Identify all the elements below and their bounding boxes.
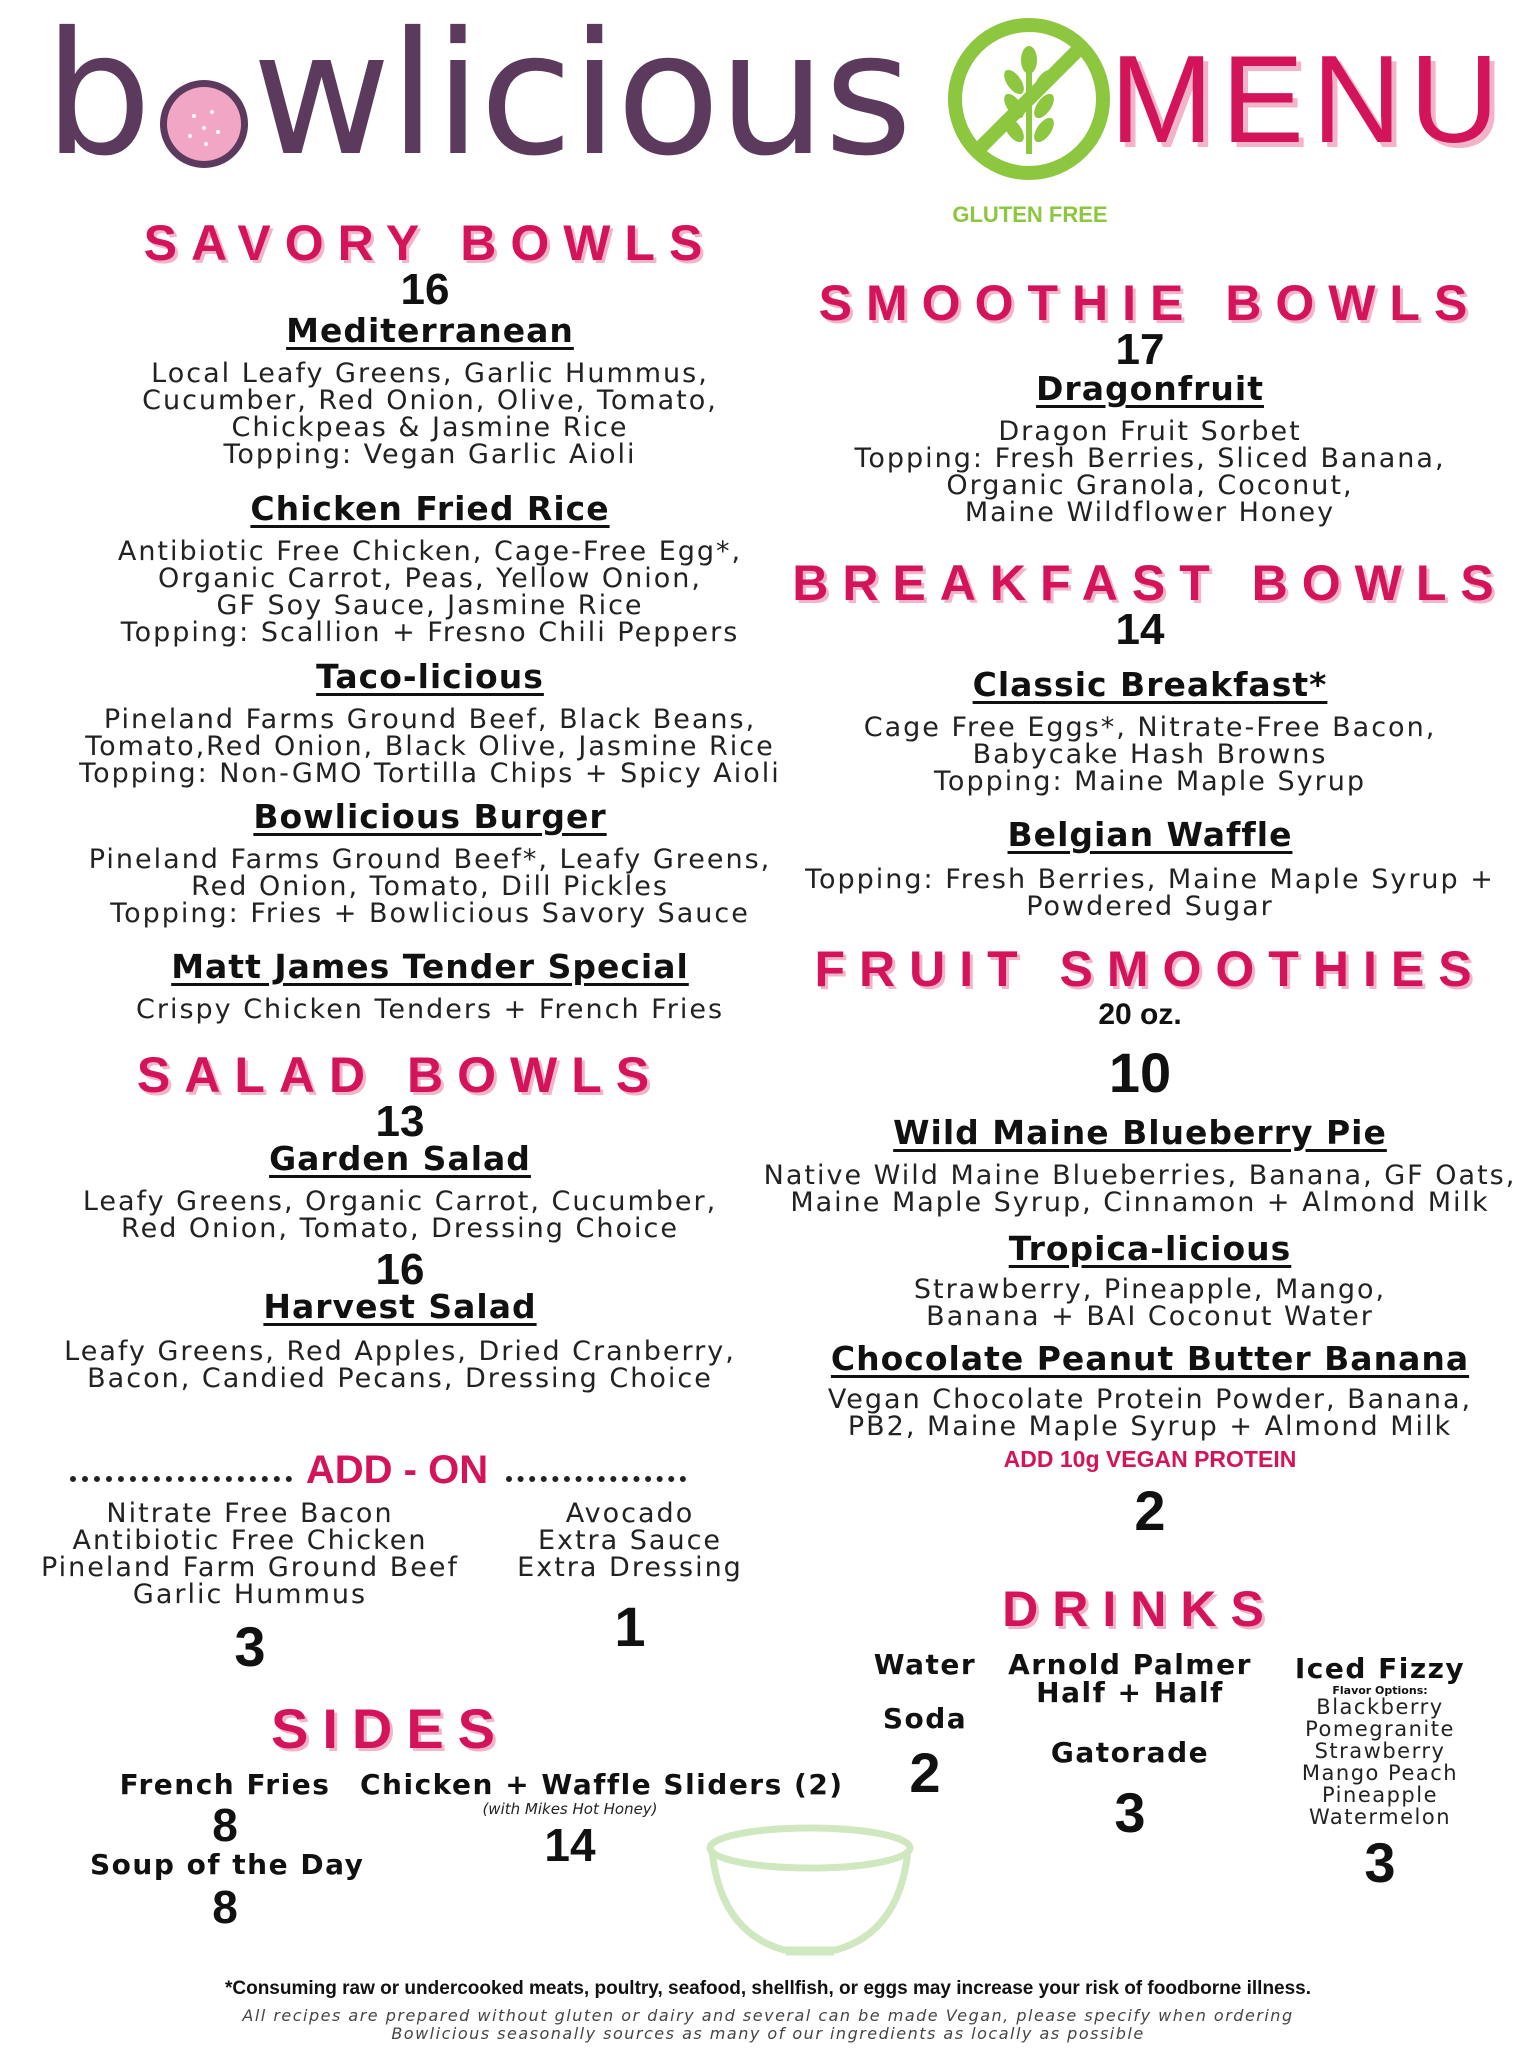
menu-title: MENU	[1110, 31, 1508, 169]
drinks-title: DRINKS	[1002, 1581, 1278, 1637]
side-soup-price: 8	[212, 1881, 238, 1933]
drink-iced-fizzy: Iced Fizzy	[1294, 1652, 1466, 1685]
sides-title: SIDES	[270, 1697, 510, 1760]
drink-price-a: 2	[909, 1741, 941, 1804]
flavor-options-list: Blackberry Pomegranite Strawberry Mango Peach Pineapple Watermelon	[1301, 1695, 1459, 1829]
addon-left-price: 3	[234, 1615, 266, 1678]
bowl-icon	[700, 1820, 920, 1970]
garden-salad-desc: Leafy Greens, Organic Carrot, Cucumber, Red Onion, Tomato, Dressing Choice	[82, 1186, 718, 1244]
addon-divider-left	[70, 1476, 292, 1482]
side-soup-name: Soup of the Day	[90, 1848, 365, 1881]
harvest-salad-price: 16	[375, 1245, 425, 1294]
item-bowlicious-burger-desc: Pineland Farms Ground Beef*, Leafy Greens, Red Onion, Tomato, Dill Pickles Topping: Fries + Bowlicious Savory Sauce	[88, 844, 772, 929]
drink-price-c: 3	[1364, 1831, 1396, 1894]
drink-arnold-palmer: Arnold Palmer	[1008, 1648, 1252, 1681]
item-bowlicious-burger-name: Bowlicious Burger	[253, 797, 607, 836]
footer-warning: *Consuming raw or undercooked meats, poultry, seafood, shellfish, or eggs may increase your risk of foodborne illness.	[224, 1978, 1312, 1999]
item-chicken-fried-rice-name: Chicken Fried Rice	[250, 489, 610, 528]
breakfast-price: 14	[1115, 605, 1165, 654]
gluten-free-label: GLUTEN FREE	[952, 202, 1108, 227]
brand-logo	[44, 0, 944, 194]
smoothie-bowls-price: 17	[1115, 325, 1165, 374]
footer-note-2: Bowlicious seasonally sources as many of our ingredients as locally as possible	[391, 2024, 1145, 2043]
garden-salad-name: Garden Salad	[269, 1139, 531, 1178]
breakfast-title: BREAKFAST BOWLS	[792, 555, 1508, 611]
header	[0, 0, 1536, 240]
item-choc-pb-banana-name: Chocolate Peanut Butter Banana	[830, 1339, 1470, 1378]
item-taco-licious-desc: Pineland Farms Ground Beef, Black Beans, Tomato,Red Onion, Black Olive, Jasmine Rice Topping: Non-GMO Tortilla Chips + Spicy Aioli	[79, 704, 781, 789]
drink-soda: Soda	[882, 1702, 968, 1735]
addon-left-list: Nitrate Free Bacon Antibiotic Free Chicken Pineland Farm Ground Beef Garlic Hummus	[40, 1498, 460, 1610]
harvest-salad-desc: Leafy Greens, Red Apples, Dried Cranberry, Bacon, Candied Pecans, Dressing Choice	[64, 1336, 736, 1394]
fruit-smoothies-title: FRUIT SMOOTHIES	[814, 941, 1486, 997]
item-chicken-fried-rice-desc: Antibiotic Free Chicken, Cage-Free Egg*, Organic Carrot, Peas, Yellow Onion, GF Soy Sauce, Jasmine Rice Topping: Scallion + Fresno Chili Peppers	[117, 536, 743, 648]
item-mediterranean-name: Mediterranean	[286, 311, 574, 350]
garden-salad-price: 13	[375, 1097, 425, 1146]
protein-addon-price: 2	[1134, 1479, 1166, 1542]
drink-price-b: 3	[1114, 1781, 1146, 1844]
item-blueberry-pie-name: Wild Maine Blueberry Pie	[893, 1113, 1387, 1152]
side-sliders-name: Chicken + Waffle Sliders (2)	[360, 1768, 844, 1801]
item-tropica-licious-name: Tropica-licious	[1008, 1229, 1292, 1268]
item-matt-james-name: Matt James Tender Special	[171, 947, 689, 986]
item-taco-licious-name: Taco-licious	[316, 657, 544, 696]
item-matt-james-desc: Crispy Chicken Tenders + French Fries	[135, 994, 725, 1025]
harvest-salad-name: Harvest Salad	[263, 1287, 537, 1326]
item-belgian-waffle-desc: Topping: Fresh Berries, Maine Maple Syrup + Powdered Sugar	[805, 864, 1495, 922]
protein-addon-label: ADD 10g VEGAN PROTEIN	[1003, 1446, 1297, 1472]
flavor-options-label: Flavor Options:	[1332, 1684, 1428, 1697]
addon-right-price: 1	[614, 1595, 646, 1658]
addon-right-list: Avocado Extra Sauce Extra Dressing	[517, 1498, 743, 1583]
side-sliders-note: (with Mikes Hot Honey)	[482, 1800, 658, 1818]
item-mediterranean-desc: Local Leafy Greens, Garlic Hummus, Cucumber, Red Onion, Olive, Tomato, Chickpeas & Jasmine Rice Topping: Vegan Garlic Aioli	[142, 358, 718, 470]
item-classic-breakfast-name: Classic Breakfast*	[972, 665, 1328, 704]
item-choc-pb-banana-desc: Vegan Chocolate Protein Powder, Banana, PB2, Maine Maple Syrup + Almond Milk	[827, 1384, 1473, 1442]
dragonfruit-icon	[156, 76, 252, 172]
addon-divider-right	[506, 1476, 686, 1482]
drink-water: Water	[873, 1648, 977, 1681]
drink-gatorade: Gatorade	[1050, 1736, 1210, 1769]
savory-title: SAVORY BOWLS	[143, 215, 717, 271]
savory-price: 16	[400, 265, 450, 314]
addon-title: ADD - ON	[305, 1448, 489, 1492]
item-tropica-licious-desc: Strawberry, Pineapple, Mango, Banana + BAI Coconut Water	[913, 1274, 1387, 1332]
item-dragonfruit-desc: Dragon Fruit Sorbet Topping: Fresh Berries, Sliced Banana, Organic Granola, Coconut, Maine Wildflower Honey	[854, 416, 1446, 528]
item-dragonfruit-name: Dragonfruit	[1036, 369, 1264, 408]
footer-note-1: All recipes are prepared without gluten or dairy and several can be made Vegan, please specify when ordering	[242, 2006, 1294, 2025]
fruit-smoothies-price: 10	[1108, 1041, 1172, 1104]
salad-title: SALAD BOWLS	[136, 1047, 664, 1103]
smoothie-bowls-title: SMOOTHIE BOWLS	[818, 275, 1482, 331]
brand-b: b	[44, 0, 150, 194]
side-french-fries-price: 8	[212, 1799, 238, 1851]
item-belgian-waffle-name: Belgian Waffle	[1007, 815, 1293, 854]
item-blueberry-pie-desc: Native Wild Maine Blueberries, Banana, GF Oats, Maine Maple Syrup, Cinnamon + Almond Milk	[763, 1160, 1517, 1218]
drink-half-half: Half + Half	[1036, 1676, 1224, 1709]
gluten-free-icon	[944, 14, 1114, 184]
fruit-smoothies-size: 20 oz.	[1098, 998, 1182, 1031]
side-french-fries-name: French Fries	[119, 1768, 331, 1801]
item-classic-breakfast-desc: Cage Free Eggs*, Nitrate-Free Bacon, Babycake Hash Browns Topping: Maine Maple Syrup	[863, 712, 1437, 797]
side-sliders-price: 14	[544, 1819, 596, 1871]
brand-rest: wlicious	[252, 0, 911, 194]
